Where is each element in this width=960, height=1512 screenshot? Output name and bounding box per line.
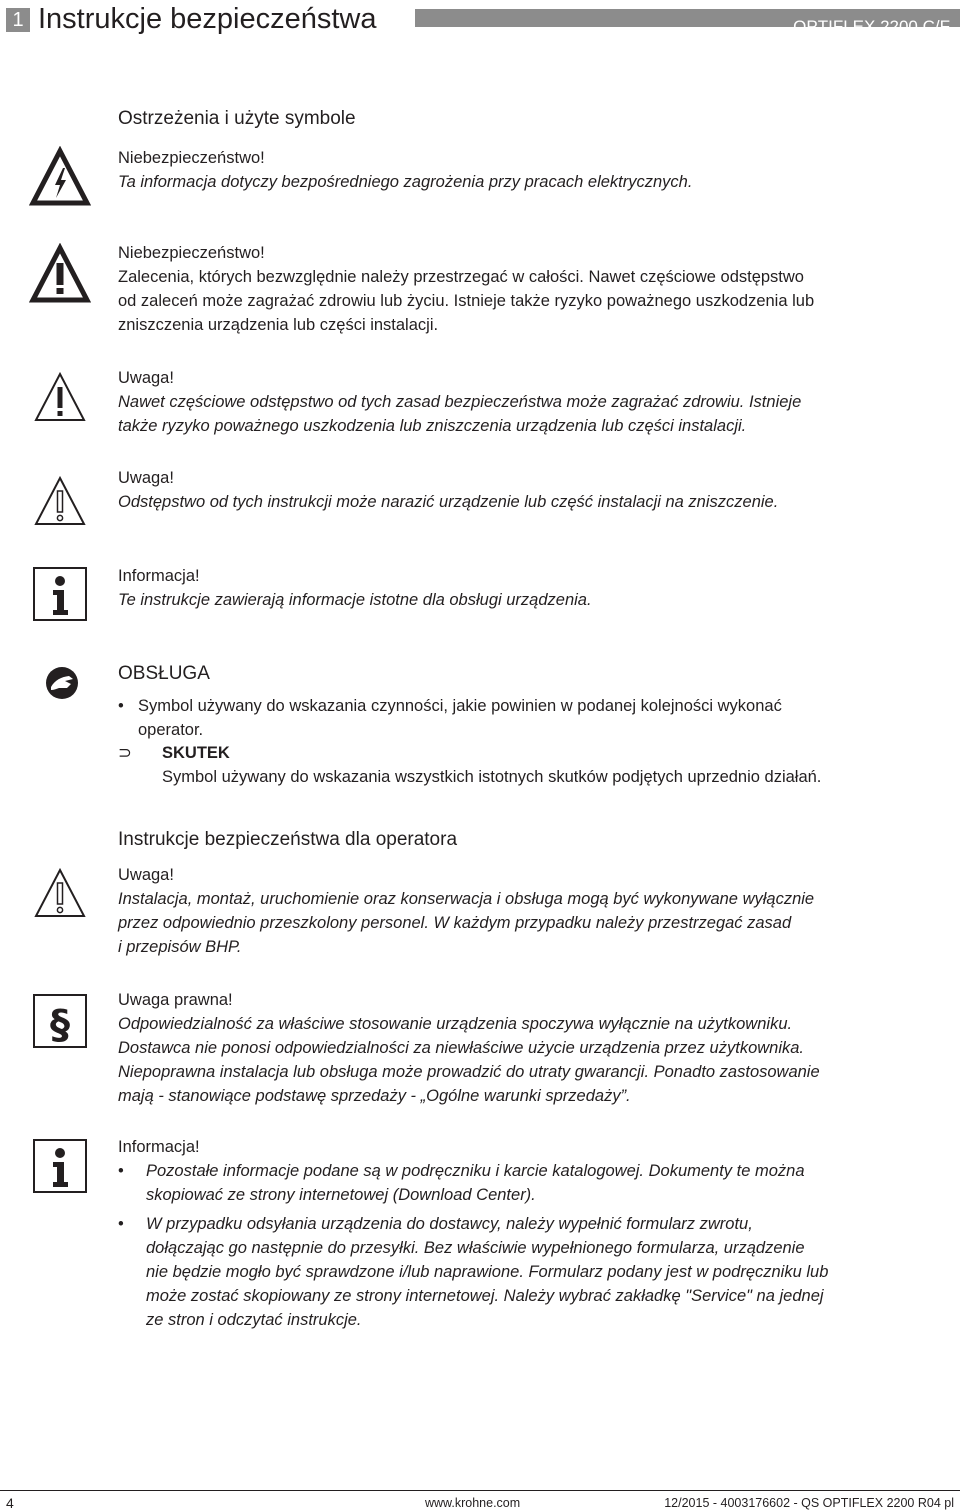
- result-title: SKUTEK: [162, 744, 230, 762]
- footer-website: www.krohne.com: [425, 1496, 521, 1510]
- info-text: Te instrukcje zawierają informacje istotne dla obsługi urządzenia.: [118, 591, 592, 609]
- page-number: 4: [6, 1495, 14, 1511]
- bullet2-line2: dołączając go następnie do przesyłki. Bez właściwie wypełnionego formularza, urządzenie: [146, 1239, 805, 1257]
- danger-electric-title: Niebezpieczeństwo!: [118, 149, 265, 167]
- product-name: OPTIFLEX 2200 C/F: [793, 17, 950, 36]
- operator-caution-line2: przez odpowiednio przeszkolony personel. W każdym przypadku należy przestrzegać zasad: [118, 914, 792, 932]
- bullet2-line4: może zostać skopiowany ze strony internetowej. Należy wybrać zakładkę "Service" na jednej: [146, 1287, 824, 1305]
- handling-icon: [45, 666, 79, 700]
- svg-text:§: §: [50, 1002, 70, 1048]
- information-icon: [32, 1138, 88, 1194]
- bullet2-line3: nie będzie mogło być sprawdzone i/lub naprawione. Formularz podany jest w podręczniku lub: [146, 1263, 829, 1281]
- legal-line4: mają - stanowiące podstawę sprzedaży - „Ogólne warunki sprzedaży”.: [118, 1087, 631, 1105]
- warning-health-line2: także ryzyko poważnego uszkodzenia lub zniszczenia urządzenia lub części instalacji.: [118, 417, 747, 435]
- general-danger-icon: [29, 243, 91, 305]
- warning-health-line1: Nawet częściowe odstępstwo od tych zasad bezpieczeństwa może zagrażać zdrowiu. Istnieje: [118, 393, 802, 411]
- legal-line1: Odpowiedzialność za właściwe stosowanie urządzenia spoczywa wyłącznie na użytkowniku.: [118, 1015, 793, 1033]
- information-icon: [32, 566, 88, 622]
- page-header: [0, 0, 960, 40]
- warning-icon: [33, 370, 87, 424]
- caution-icon: [33, 474, 87, 528]
- chapter-number: 1: [6, 8, 30, 32]
- footer-rule: [0, 1490, 960, 1491]
- footer-doc-ref: 12/2015 - 4003176602 - QS OPTIFLEX 2200 R04 pl: [664, 1496, 954, 1510]
- operator-caution-line1: Instalacja, montaż, uruchomienie oraz konserwacja i obsługa mogą być wykonywane wyłącznie: [118, 890, 815, 908]
- caution-icon: [33, 866, 87, 920]
- legal-line2: Dostawca nie ponosi odpowiedzialności za niewłaściwe użycie urządzenia przez użytkownika.: [118, 1039, 805, 1057]
- bullet-dot-icon: •: [118, 1215, 124, 1233]
- bullet1-line1: Pozostałe informacje podane są w podręczniku i karcie katalogowej. Dokumenty te można: [146, 1162, 805, 1180]
- handling-bullet-line2: operator.: [138, 721, 204, 739]
- bullet-dot-icon: •: [118, 697, 124, 715]
- handling-bullet-line1: Symbol używany do wskazania czynności, jakie powinien w podanej kolejności wykonać: [138, 697, 782, 715]
- operator-info-title: Informacja!: [118, 1138, 200, 1156]
- danger-general-line1: Zalecenia, których bezwzględnie należy przestrzegać w całości. Nawet częściowe odstępstwo: [118, 268, 804, 286]
- danger-electric-text: Ta informacja dotyczy bezpośredniego zagrożenia przy pracach elektrycznych.: [118, 173, 693, 191]
- operator-caution-title: Uwaga!: [118, 866, 174, 884]
- result-glyph: ⊃: [118, 744, 132, 762]
- result-text: Symbol używany do wskazania wszystkich istotnych skutków podjętych uprzednio działań.: [162, 768, 822, 786]
- danger-general-title: Niebezpieczeństwo!: [118, 244, 265, 262]
- operator-caution-line3: i przepisów BHP.: [118, 938, 242, 956]
- caution-title: Uwaga!: [118, 469, 174, 487]
- info-title: Informacja!: [118, 567, 200, 585]
- danger-general-line2: od zaleceń może zagrażać zdrowiu lub życiu. Istnieje także ryzyko poważnego uszkodzenia lub: [118, 292, 815, 310]
- bullet2-line1: W przypadku odsyłania urządzenia do dostawcy, należy wypełnić formularz zwrotu,: [146, 1215, 753, 1233]
- section-heading-operator: Instrukcje bezpieczeństwa dla operatora: [118, 829, 458, 850]
- chapter-title: Instrukcje bezpieczeństwa: [38, 3, 377, 35]
- legal-line3: Niepoprawna instalacja lub obsługa może prowadzić do utraty gwarancji. Ponadto zastosowanie: [118, 1063, 820, 1081]
- legal-title: Uwaga prawna!: [118, 991, 233, 1009]
- paragraph-legal-icon: [32, 993, 88, 1049]
- header-bar: [415, 9, 960, 36]
- handling-title: OBSŁUGA: [118, 663, 210, 684]
- bullet1-line2: skopiować ze strony internetowej (Download Center).: [146, 1186, 536, 1204]
- danger-general-line3: zniszczenia urządzenia lub części instalacji.: [118, 316, 439, 334]
- section-heading-warnings: Ostrzeżenia i użyte symbole: [118, 108, 356, 129]
- electric-danger-icon: [29, 146, 91, 208]
- bullet-dot-icon: •: [118, 1162, 124, 1180]
- caution-text: Odstępstwo od tych instrukcji może narazić urządzenie lub część instalacji na zniszczenie.: [118, 493, 779, 511]
- warning-health-title: Uwaga!: [118, 369, 174, 387]
- bullet2-line5: ze stron i odczytać instrukcje.: [146, 1311, 362, 1329]
